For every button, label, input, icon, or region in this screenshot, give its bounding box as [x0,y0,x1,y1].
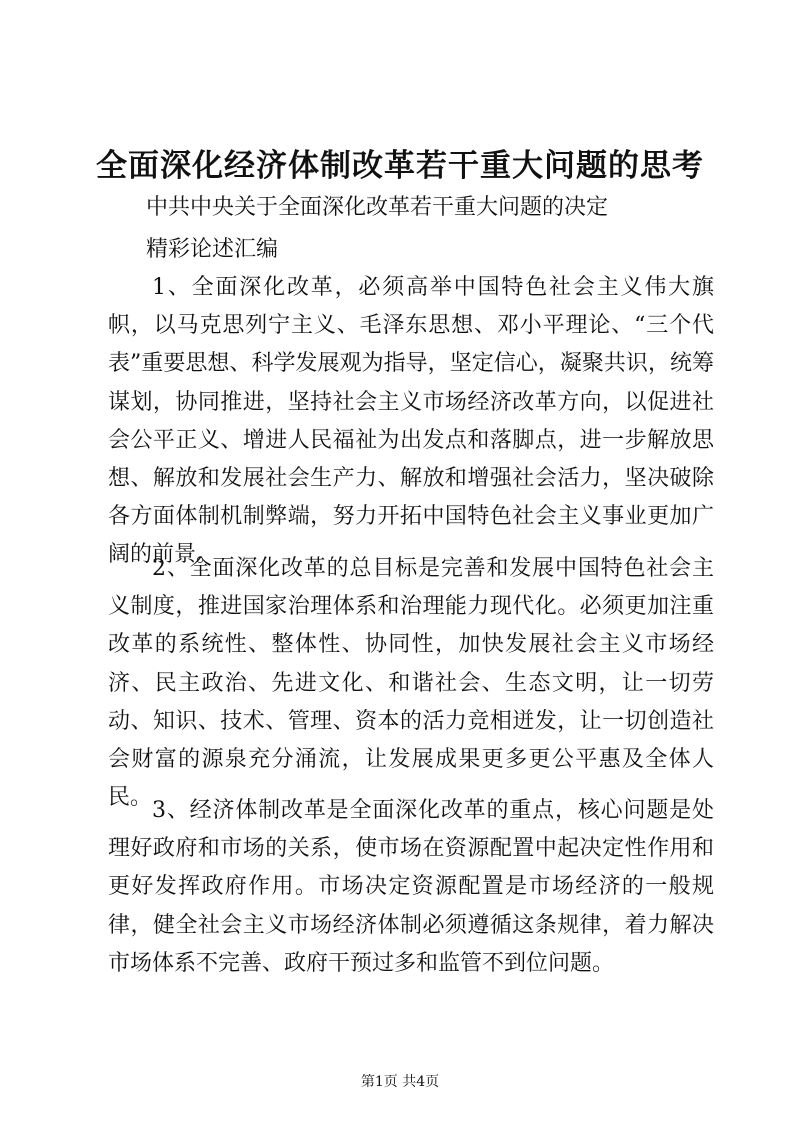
document-title: 全面深化经济体制改革若干重大问题的思考 [96,148,704,184]
page-footer: 第1页 共4页 [360,1074,440,1090]
paragraph-1: 1、全面深化改革，必须高举中国特色社会主义伟大旗帜，以马克思列宁主义、毛泽东思想、邓小平理论、“三个代表”重要思想、科学发展观为指导，坚定信心，凝聚共识，统筹谋划，协同推进，坚持社会主义市场经济改革方向，以促进社会公平正义、增进人民福祉为出发点和落脚点，进一步解放思想、解放和发展社会生产力、解放和增强社会活力，坚决破除各方面体制机制弊端，努力开拓中国特色社会主义事业更加广阔的前景。 [108,275,714,568]
paragraph-3: 3、经济体制改革是全面深化改革的重点，核心问题是处理好政府和市场的关系，使市场在资源配置中起决定性作用和更好发挥政府作用。市场决定资源配置是市场经济的一般规律，健全社会主义市场经济体制必须遵循这条规律，着力解决市场体系不完善、政府干预过多和监管不到位问题。 [108,798,714,976]
subtitle-line-1: 中共中央关于全面深化改革若干重大问题的决定 [146,195,609,220]
paragraph-2: 2、全面深化改革的总目标是完善和发展中国特色社会主义制度，推进国家治理体系和治理能力现代化。必须更加注重改革的系统性、整体性、协同性，加快发展社会主义市场经济、民主政治、先进文化、和谐社会、生态文明，让一切劳动、知识、技术、管理、资本的活力竞相迸发，让一切创造社会财富的源泉充分涌流，让发展成果更多更公平惠及全体人民。 [108,556,714,811]
subtitle-line-2: 精彩论述汇编 [146,237,279,262]
